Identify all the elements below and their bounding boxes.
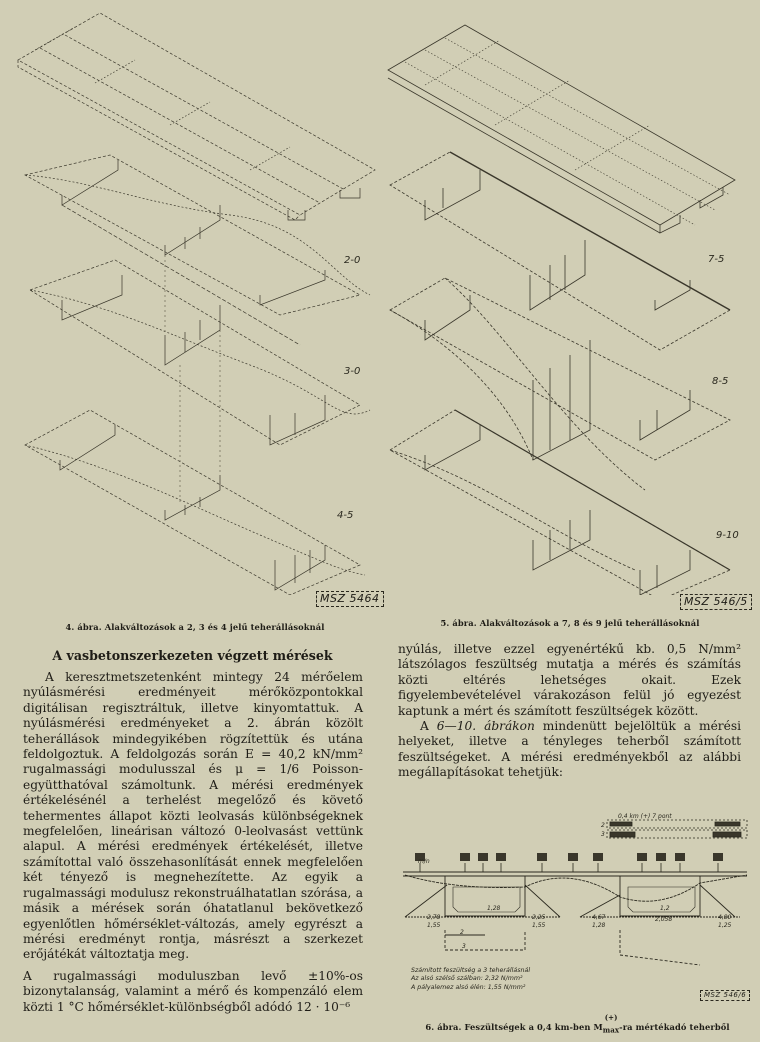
fig6-note-1: Számított feszültség a 3 teherállásnál xyxy=(411,967,531,974)
left-column xyxy=(23,670,363,1015)
right-column xyxy=(398,642,741,781)
fig6-value-8: 1,2 xyxy=(660,905,670,912)
fig6-dim-label-2: 3 xyxy=(462,943,466,950)
fig6-value-5: 1,55 xyxy=(532,922,546,929)
fig6-value-10: 4,80 xyxy=(718,914,732,921)
fig6-caption-sup: (+) xyxy=(604,1013,618,1022)
fig6-lane-label-2: 3 xyxy=(601,831,605,838)
fig6-unit-label: m/n xyxy=(418,858,430,865)
figure-4-svg xyxy=(10,5,380,595)
fig6-value-6: 4,67 xyxy=(592,914,606,921)
fig6-value-4: 2,25 xyxy=(532,914,546,921)
fig6-note-2: Az alsó szélső szálban: 2,32 N/mm² xyxy=(411,975,523,983)
fig4-case-label-1: 2-0 xyxy=(344,255,361,266)
fig4-caption: 4. ábra. Alakváltozások a 2, 3 és 4 jelű teherállásoknál xyxy=(65,622,325,632)
fig6-value-7: 1,28 xyxy=(592,922,606,929)
fig6-notes xyxy=(411,967,530,992)
figure-5-drawing xyxy=(385,10,755,595)
fig5-stamp: MSZ 546/5 xyxy=(680,594,752,610)
figure-4-drawing xyxy=(10,5,380,595)
right-paragraph-2-lead: A xyxy=(420,719,437,734)
figure-6-svg xyxy=(395,815,760,975)
fig6-lane-label-1: 2 xyxy=(601,822,605,829)
fig6-stamp: MSZ 546/6 xyxy=(700,990,750,1001)
fig5-case-label-3: 9-10 xyxy=(716,530,739,541)
fig5-case-label-2: 8-5 xyxy=(712,376,729,387)
right-paragraph-1: nyúlás, illetve ezzel egyenértékű kb. 0,5 N/mm² látszólagos feszültség mutatja a mérés és számítás közti eltérés lehetséges okait. Ezek figyelembevételével várakozáson felül jó egyezést kaptunk a mért és számított feszültségek között. xyxy=(398,642,741,718)
fig6-load-label: 0,4 km (+) 7 pont xyxy=(618,813,672,820)
right-paragraph-2 xyxy=(398,719,741,781)
deck-outline xyxy=(18,13,375,215)
figure-reference: 6—10. ábrákon xyxy=(436,719,535,734)
left-paragraph-1: A keresztmetszetenként mintegy 24 mérőelem nyúlásmérési eredményeit mérőközpontokkal digitálisan regisztráltuk, illetve kinyomtattuk. A nyúlásmérési eredményeket a 2. ábrán közölt teherállások mindegyikében rögzítettük és utána feldolgoztuk. A feldolgozás során E = 40,2 kN/mm² rugalmassági modulusszal és μ = 1/6 Poisson-együtthatóval számoltunk. A mérési eredmények értékelésénél a terhelést megelőző és követő tehermentes állapot közti leolvasás különbségeknek megfelelően, lineárisan változó 0-leolvasást vettünk alapul. A mérési eredmények értékelését, illetve számítottal való összehasonlítását ennek megfelelően két tényező is megnehezítette. Az egyik a rugalmassági modulusz rekonstruálhatatlan szórása, a másik a mérések során óhatatlanul bekövetkező egyenlőtlen hőmérséklet-változás, amely egyrészt a mérési eredményt rontja, másrészt a szerkezet erőjátékát változtatja meg. xyxy=(23,670,363,962)
section-title: A vasbetonszerkezeten végzett mérések xyxy=(52,648,333,663)
left-paragraph-2: A rugalmassági moduluszban levő ±10%-os bizonytalanság, valamint a mérő és kompenzáló elem közti 1 °C hőmérséklet-különbségből adódó 12 · 10⁻⁶ xyxy=(23,968,363,1014)
fig6-value-9: 2,058 xyxy=(655,916,673,923)
fig5-caption: 5. ábra. Alakváltozások a 7, 8 és 9 jelű teherállásoknál xyxy=(440,618,700,628)
fig4-case-label-2: 3-0 xyxy=(344,366,361,377)
figure-5-svg xyxy=(385,10,755,595)
fig6-caption-post: -ra mértékadó teherből xyxy=(619,1022,730,1032)
fig5-case-label-1: 7-5 xyxy=(708,254,725,265)
fig6-value-3: 1,55 xyxy=(427,922,441,929)
fig6-note-3: A pályalemez alsó élén: 1,55 N/mm² xyxy=(411,983,526,991)
fig4-stamp: MSZ 5464 xyxy=(316,591,384,607)
fig4-case-label-3: 4-5 xyxy=(337,510,354,521)
fig6-value-11: 1,25 xyxy=(718,922,732,929)
fig6-caption xyxy=(395,1013,760,1035)
fig6-value-2: 2,78 xyxy=(427,914,441,921)
right-paragraph-2-rest: mindenütt bejelöltük a mérési helyeket, illetve a tényleges teherből számított feszültségeket. A mérési eredményekből az alábbi megállapításokat tehetjük: xyxy=(398,719,741,780)
fig6-caption-pre: 6. ábra. Feszültségek a 0,4 km-ben M xyxy=(425,1022,603,1032)
fig6-value-1: 1,28 xyxy=(487,905,501,912)
fig6-caption-sub: max xyxy=(602,1025,620,1035)
figure-6-drawing xyxy=(395,815,760,975)
fig6-dim-label-1: 2 xyxy=(460,929,464,936)
